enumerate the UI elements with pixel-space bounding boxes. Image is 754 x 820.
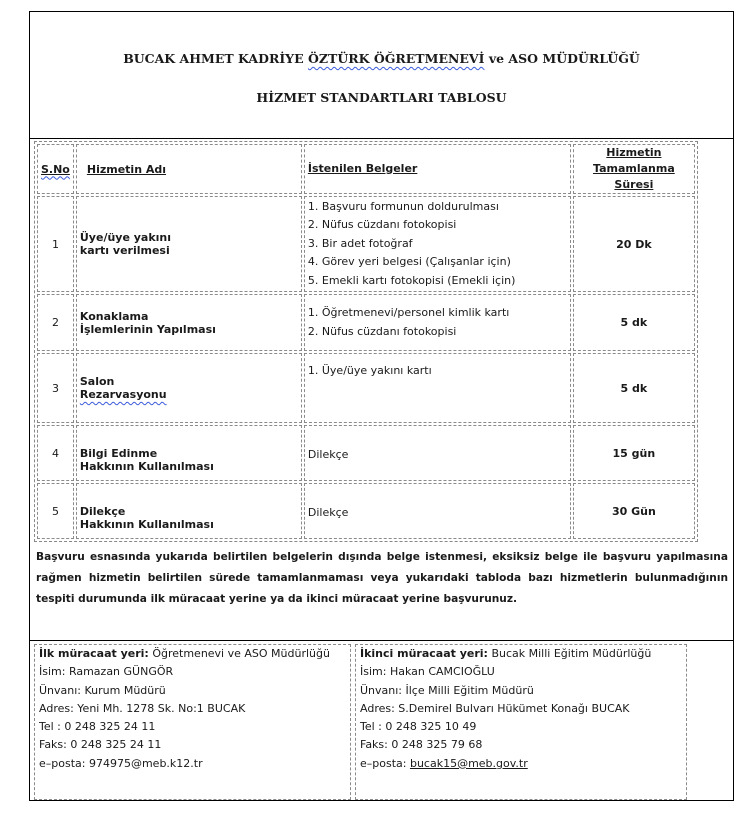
table-row [37, 294, 695, 351]
title-divider [29, 138, 734, 139]
first-contact-box [34, 644, 351, 800]
page-title-line2: HİZMET STANDARTLARI TABLOSU [256, 90, 507, 105]
table-row [37, 425, 695, 481]
row-sno: 2 [37, 294, 74, 351]
header-duration: Hizmetin Tamamlanma Süresi [573, 144, 695, 194]
row-required-docs: Dilekçe [304, 425, 571, 481]
row-duration: 30 Gün [573, 483, 695, 539]
table-row [37, 483, 695, 539]
row-required-docs: 1. Öğretmenevi/personel kimlik kartı 2. Nüfus cüzdanı fotokopisi [304, 294, 571, 351]
row-duration: 5 dk [573, 294, 695, 351]
first-contact-tel: Tel : 0 248 325 24 11 [39, 720, 156, 734]
table-row [37, 196, 695, 292]
row-service-name: Üye/üye yakını kartı verilmesi [76, 196, 302, 292]
row-sno: 4 [37, 425, 74, 481]
title-part2: ÖZTÜRK ÖĞRETMENEVİ [308, 51, 485, 66]
header-service-name: Hizmetin Adı [76, 144, 302, 194]
row-duration: 5 dk [573, 353, 695, 423]
page-title-line1 [29, 51, 734, 66]
contact-divider [29, 640, 734, 641]
first-contact-title: Ünvanı: Kurum Müdürü [39, 683, 166, 697]
first-contact-heading: İlk müracaat yeri: Öğretmenevi ve ASO Müdürlüğü [39, 647, 330, 660]
application-note: Başvuru esnasında yukarıda belirtilen belgelerin dışında belge istenmesi, eksiksiz belge ile başvuru yapılmasına rağmen hizmetin belirtilen sürede tamamlanmaması veya yukarıdaki tabloda bazı hizmetlerin bulunmadığının tespiti durumunda ilk müracaat yerine ya da ikinci müracaat yerine başvurunuz. [36, 551, 728, 605]
row-sno: 1 [37, 196, 74, 292]
row-required-docs: 1. Üye/üye yakını kartı [304, 353, 571, 423]
second-contact-title: Ünvanı: İlçe Milli Eğitim Müdürü [360, 683, 534, 697]
second-contact-heading: İkinci müracaat yeri: Bucak Milli Eğitim Müdürlüğü [360, 647, 652, 660]
title-part3: ve ASO MÜDÜRLÜĞÜ [488, 51, 640, 66]
table-row [37, 353, 695, 423]
first-contact-fax: Faks: 0 248 325 24 11 [39, 738, 162, 752]
row-service-name: Konaklama İşlemlerinin Yapılması [76, 294, 302, 351]
row-required-docs: 1. Başvuru formunun doldurulması 2. Nüfus cüzdanı fotokopisi 3. Bir adet fotoğraf 4. Görev yeri belgesi (Çalışanlar için) 5. Emekli kartı fotokopisi (Emekli için) [304, 196, 571, 292]
row-duration: 15 gün [573, 425, 695, 481]
second-contact-address: Adres: S.Demirel Bulvarı Hükümet Konağı BUCAK [360, 701, 630, 715]
second-contact-name: İsim: Hakan CAMCIOĞLU [360, 665, 495, 679]
table-header-row [37, 144, 695, 194]
row-duration: 20 Dk [573, 196, 695, 292]
service-standards-table [34, 141, 698, 542]
title-part1: BUCAK AHMET KADRİYE [123, 51, 304, 66]
row-service-name: Salon Rezarvasyonu [76, 353, 302, 423]
second-contact-box [355, 644, 687, 800]
row-service-name: Bilgi Edinme Hakkının Kullanılması [76, 425, 302, 481]
first-contact-email: e–posta: 974975@meb.k12.tr [39, 756, 203, 770]
second-contact-email-row: e–posta: bucak15@meb.gov.tr [360, 756, 528, 770]
second-contact-tel: Tel : 0 248 325 10 49 [360, 720, 477, 734]
header-required-docs: İstenilen Belgeler [304, 144, 571, 194]
first-contact-name: İsim: Ramazan GÜNGÖR [39, 665, 174, 679]
row-required-docs: Dilekçe [304, 483, 571, 539]
row-sno: 5 [37, 483, 74, 539]
row-sno: 3 [37, 353, 74, 423]
first-contact-address: Adres: Yeni Mh. 1278 Sk. No:1 BUCAK [39, 701, 246, 715]
row-service-name: Dilekçe Hakkının Kullanılması [76, 483, 302, 539]
header-sno: S.No [37, 144, 74, 194]
second-contact-fax: Faks: 0 248 325 79 68 [360, 738, 483, 752]
second-contact-email-link[interactable]: bucak15@meb.gov.tr [409, 756, 528, 770]
